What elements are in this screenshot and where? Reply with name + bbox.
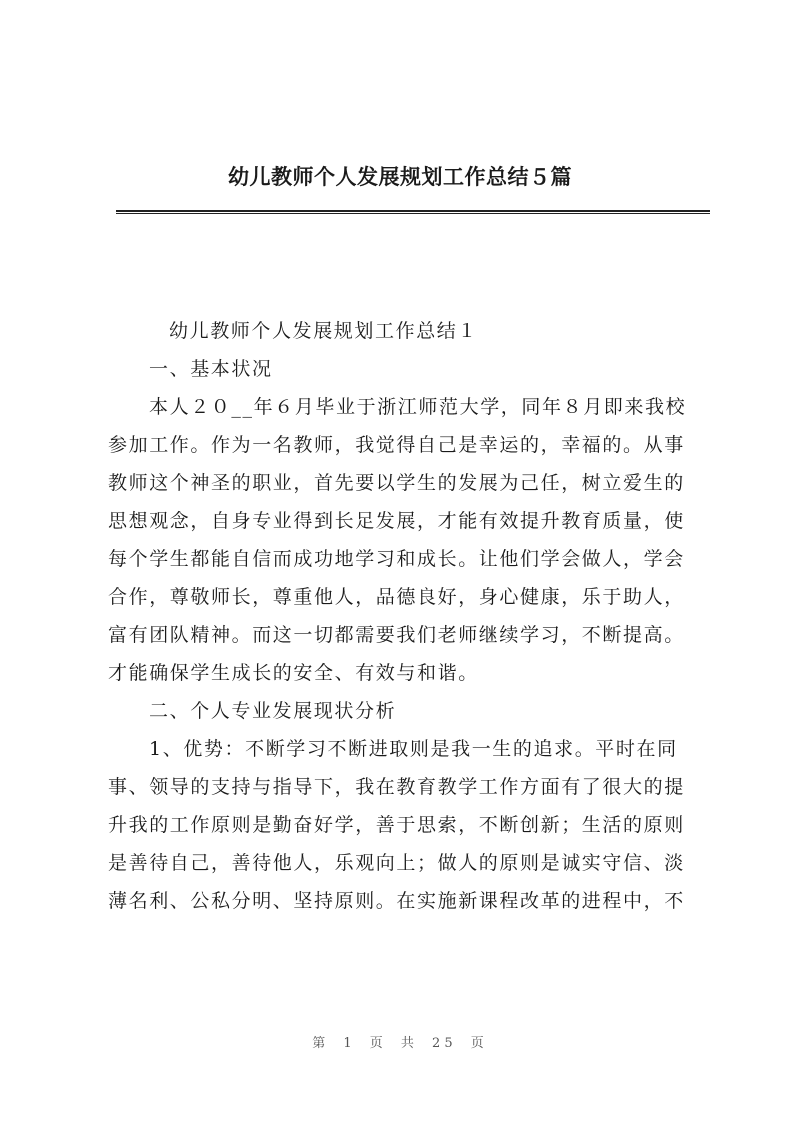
- paragraph-line: 才能确保学生成长的安全、有效与和谐。: [108, 662, 479, 684]
- paragraph-line: 1、优势：不断学习不断进取则是我一生的追求。平时在同: [149, 738, 678, 760]
- document-title: 幼儿教师个人发展规划工作总结５篇: [228, 164, 572, 189]
- paragraph-line: 教师这个神圣的职业，首先要以学生的发展为己任，树立爱生的: [108, 472, 685, 494]
- page-footer: 第 1 页 共 25 页: [312, 1036, 488, 1051]
- paragraph-line: 合作，尊敬师长，尊重他人，品德良好，身心健康，乐于助人，: [108, 586, 685, 608]
- paragraph-line: 薄名利、公私分明、坚持原则。在实施新课程改革的进程中，不: [108, 890, 685, 912]
- paragraph-line: 富有团队精神。而这一切都需要我们老师继续学习，不断提高。: [108, 624, 685, 646]
- section-heading: 幼儿教师个人发展规划工作总结１: [169, 320, 479, 342]
- paragraph-line: 参加工作。作为一名教师，我觉得自己是幸运的，幸福的。从事: [108, 434, 685, 456]
- subsection-heading: 二、个人专业发展现状分析: [149, 700, 397, 722]
- paragraph-line: 是善待自己，善待他人，乐观向上；做人的原则是诚实守信、淡: [108, 852, 685, 874]
- subsection-heading: 一、基本状况: [149, 358, 273, 380]
- paragraph-line: 事、领导的支持与指导下，我在教育教学工作方面有了很大的提: [108, 776, 685, 798]
- title-divider: [116, 210, 710, 214]
- paragraph-line: 升我的工作原则是勤奋好学，善于思索，不断创新；生活的原则: [108, 814, 685, 836]
- paragraph-line: 每个学生都能自信而成功地学习和成长。让他们学会做人，学会: [108, 548, 685, 570]
- paragraph-line: 本人２０__年６月毕业于浙江师范大学，同年８月即来我校: [149, 396, 687, 418]
- paragraph-line: 思想观念，自身专业得到长足发展，才能有效提升教育质量，使: [108, 510, 685, 532]
- document-body: [108, 312, 712, 920]
